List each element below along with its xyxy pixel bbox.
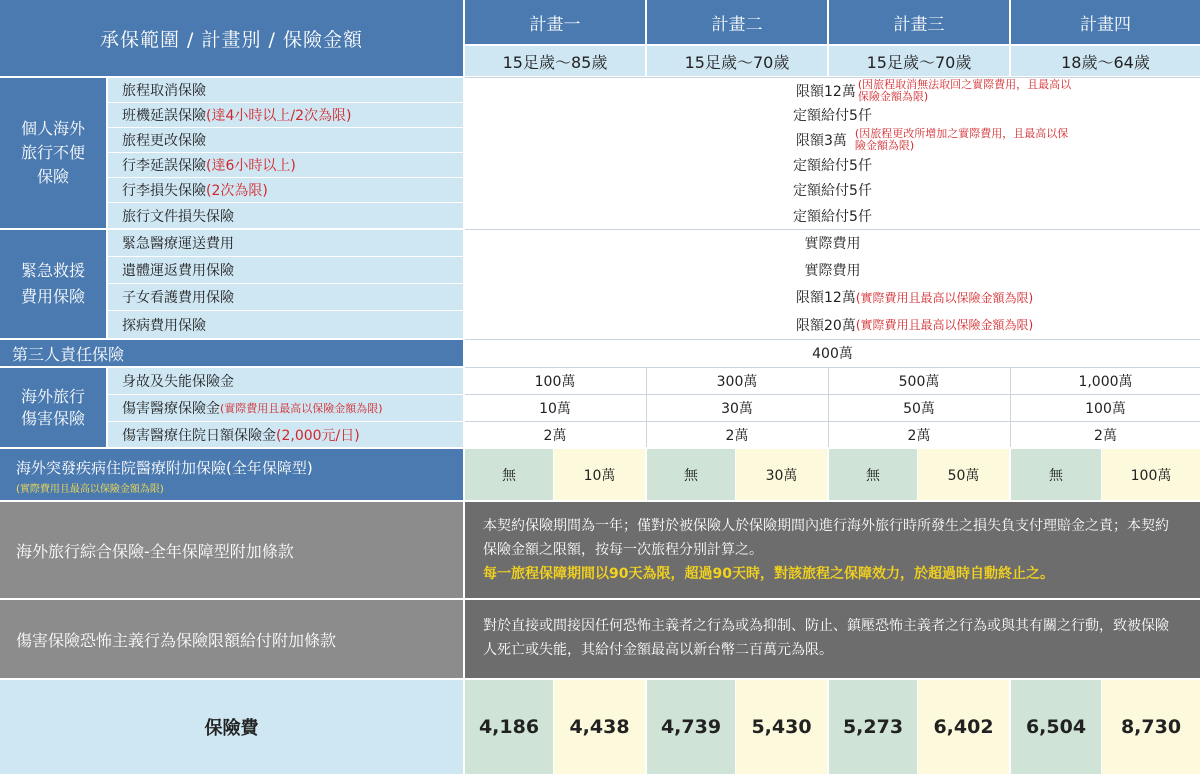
plan-value: 2萬 [907, 427, 931, 444]
premium-label: 保險費 [0, 680, 463, 774]
column-divider [828, 368, 829, 447]
plan-value: 300萬 [716, 374, 758, 390]
plan-value: 500萬 [898, 374, 940, 390]
illness-value: 無 [829, 449, 917, 500]
category-liability: 第三人責任保險 [0, 340, 463, 366]
premium-value: 4,186 [465, 680, 553, 774]
coverage-label: 旅程更改保險 [108, 128, 463, 152]
coverage-label: 行李延誤保險 (達6小時以上) [108, 153, 463, 177]
coverage-value: 限額12萬 (實際費用且最高以保險金額為限) [796, 290, 1034, 306]
terror-clause-label: 傷害保險恐怖主義行為保險限額給付附加條款 [0, 600, 463, 678]
coverage-label: 傷害醫療保險金 (實際費用且最高以保險金額為限) [108, 395, 463, 421]
illness-value: 無 [647, 449, 735, 500]
premium-value: 6,504 [1011, 680, 1101, 774]
annual-clause-text: 本契約保險期間為一年；僅對於被保險人於保險期間內進行海外旅行時所發生之損失負支付理賠金之責；本契約保險金額之限額，按每一次旅程分別計算之。 每一旅程保障期間以90天為限，超過90天時，對該旅程之保障效力，於超過時自動終止之。 [465, 502, 1200, 598]
liability-value: 400萬 [812, 346, 853, 362]
illness-value: 無 [465, 449, 553, 500]
illness-value: 50萬 [918, 449, 1009, 500]
coverage-label: 旅行文件損失保險 [108, 203, 463, 228]
premium-value: 4,739 [647, 680, 735, 774]
row-divider [465, 229, 1200, 230]
premium-value: 8,730 [1102, 680, 1200, 774]
terror-clause-text: 對於直接或間接因任何恐怖主義者之行為或為抑制、防止、鎮壓恐怖主義者之行為或與其有關之行動，致被保險人死亡或失能，其給付金額最高以新台幣二百萬元為限。 [465, 600, 1200, 678]
plan-value: 1,000萬 [1078, 374, 1133, 390]
coverage-label: 班機延誤保險 (達4小時以上/2次為限) [108, 103, 463, 127]
coverage-label: 探病費用保險 [108, 311, 463, 338]
premium-value: 6,402 [918, 680, 1009, 774]
annual-clause-label: 海外旅行綜合保險-全年保障型附加條款 [0, 502, 463, 598]
premium-value: 5,273 [829, 680, 917, 774]
plan-value: 100萬 [1085, 401, 1126, 417]
column-divider [646, 368, 647, 447]
category-inconvenience: 個人海外旅行不便保險 [0, 78, 106, 228]
plan-2-name: 計畫二 [647, 0, 827, 44]
plan-value: 10萬 [539, 401, 571, 417]
category-emergency: 緊急救援費用保險 [0, 230, 106, 338]
plan-value: 2萬 [725, 427, 749, 444]
premium-value: 4,438 [554, 680, 645, 774]
coverage-value: 定額給付5仟 [793, 208, 872, 225]
illness-value: 10萬 [554, 449, 645, 500]
row-divider [465, 339, 1200, 340]
plan-3-age: 15足歲～70歲 [829, 46, 1009, 76]
coverage-label: 傷害醫療住院日額保險金 (2,000元/日) [108, 422, 463, 447]
coverage-value: 實際費用 [804, 236, 861, 252]
coverage-label: 旅程取消保險 [108, 78, 463, 102]
illness-value: 100萬 [1102, 449, 1200, 500]
illness-value: 30萬 [736, 449, 827, 500]
coverage-value: 定額給付5仟 [793, 158, 872, 174]
coverage-value: 限額20萬 (實際費用且最高以保險金額為限) [796, 317, 1034, 334]
row-divider [465, 421, 1200, 422]
coverage-label: 子女看護費用保險 [108, 284, 463, 310]
plan-value: 100萬 [534, 374, 576, 390]
illness-value: 無 [1011, 449, 1101, 500]
coverage-label: 緊急醫療運送費用 [108, 230, 463, 256]
row-divider [465, 367, 1200, 368]
category-illness: 海外突發疾病住院醫療附加保險(全年保障型) (實際費用且最高以保險金額為限) [0, 449, 463, 500]
plan-value: 2萬 [1094, 427, 1117, 444]
coverage-value: 定額給付5仟 [793, 108, 872, 124]
plan-2-age: 15足歲～70歲 [647, 46, 827, 76]
column-divider [1010, 368, 1011, 447]
plan-4-age: 18歲～64歲 [1011, 46, 1200, 76]
category-accident: 海外旅行傷害保險 [0, 368, 106, 447]
plan-1-age: 15足歲～85歲 [465, 46, 645, 76]
plan-1-name: 計畫一 [465, 0, 645, 44]
plan-value: 50萬 [903, 401, 935, 417]
coverage-value: 限額12萬 (因旅程取消無法取回之實際費用，且最高以保險金額為限) [796, 78, 1072, 103]
plan-3-name: 計畫三 [829, 0, 1009, 44]
row-divider [465, 394, 1200, 395]
plan-value: 30萬 [721, 401, 753, 417]
row-divider [465, 77, 1200, 78]
coverage-label: 身故及失能保險金 [108, 368, 463, 394]
premium-value: 5,430 [736, 680, 827, 774]
coverage-value: 定額給付5仟 [793, 183, 872, 199]
coverage-label: 遺體運返費用保險 [108, 257, 463, 283]
plan-value: 2萬 [543, 427, 567, 444]
table-header-title: 承保範圍 / 計畫別 / 保險金額 [0, 0, 463, 76]
coverage-label: 行李損失保險 (2次為限) [108, 178, 463, 202]
plan-4-name: 計畫四 [1011, 0, 1200, 44]
coverage-value: 限額3萬 (因旅程更改所增加之實際費用，且最高以保險金額為限) [796, 127, 1069, 152]
coverage-value: 實際費用 [804, 263, 861, 279]
